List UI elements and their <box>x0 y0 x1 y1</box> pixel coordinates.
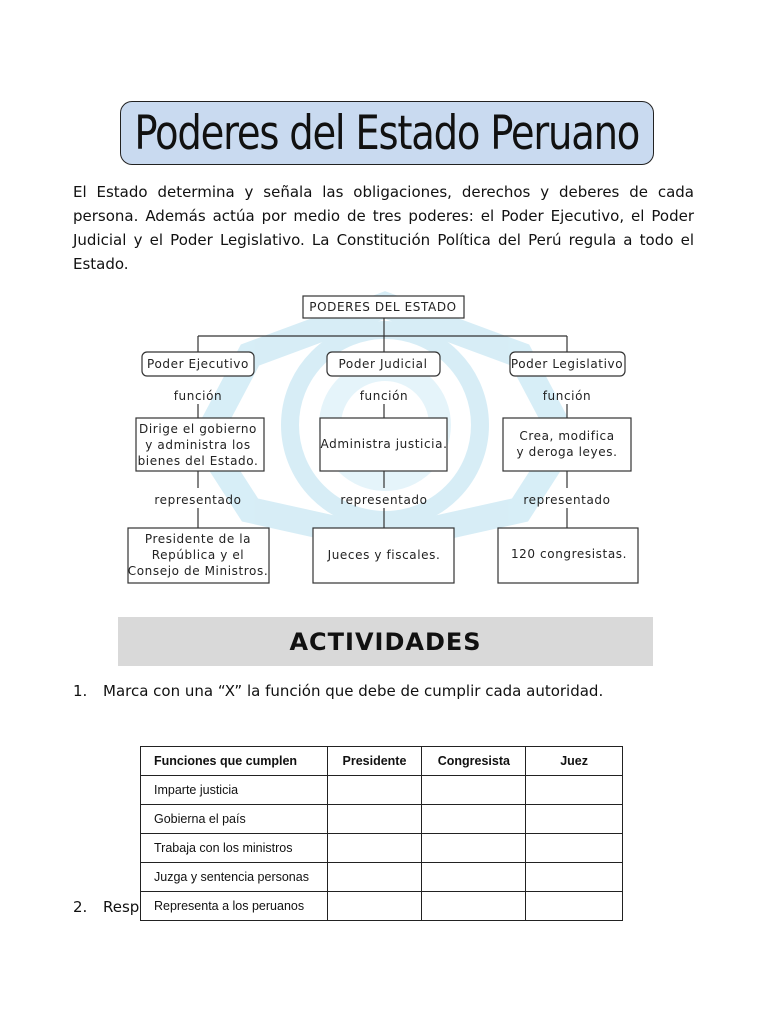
represented-label-legislativo: representado <box>523 493 611 507</box>
represented-label-judicial: representado <box>340 493 428 507</box>
activities-banner <box>118 617 653 666</box>
answer-cell-presidente[interactable] <box>327 892 422 921</box>
row-label: Juzga y sentencia personas <box>141 863 328 892</box>
answer-cell-congresista[interactable] <box>422 892 526 921</box>
table-header-row <box>141 747 623 776</box>
page-title: Poderes del Estado Peruano <box>134 105 640 161</box>
header-juez: Juez <box>526 747 623 776</box>
answer-cell-congresista[interactable] <box>422 776 526 805</box>
represented-text-legislativo: 120 congresistas. <box>510 547 628 561</box>
answer-cell-presidente[interactable] <box>327 776 422 805</box>
row-label: Trabaja con los ministros <box>141 834 328 863</box>
answer-cell-juez[interactable] <box>526 892 623 921</box>
header-functions: Funciones que cumplen <box>141 747 328 776</box>
represented-text-judicial: Jueces y fiscales. <box>327 548 441 562</box>
function-text-ejecutivo-3: bienes del Estado. <box>137 454 259 468</box>
header-presidente: Presidente <box>327 747 422 776</box>
function-label-legislativo: función <box>542 389 592 403</box>
answer-cell-juez[interactable] <box>526 863 623 892</box>
answer-cell-presidente[interactable] <box>327 863 422 892</box>
answer-cell-presidente[interactable] <box>327 834 422 863</box>
answer-cell-juez[interactable] <box>526 805 623 834</box>
function-label-ejecutivo: función <box>173 389 223 403</box>
question-1 <box>73 682 603 700</box>
intro-paragraph: El Estado determina y señala las obligaciones, derechos y deberes de cada persona. Además actúa por medio de tres poderes: el Poder Ejecutivo, el Poder Judicial y el Poder Legislativo. La Constitución Política del Perú regula a todo el Estado. <box>73 183 694 273</box>
function-label-judicial: función <box>359 389 409 403</box>
functions-table <box>140 746 623 921</box>
answer-cell-presidente[interactable] <box>327 805 422 834</box>
function-text-ejecutivo-1: Dirige el gobierno <box>139 422 257 436</box>
table-row <box>141 776 623 805</box>
question-1-text: Marca con una “X” la función que debe de cumplir cada autoridad. <box>103 682 604 700</box>
represented-label-ejecutivo: representado <box>154 493 242 507</box>
function-text-ejecutivo-2: y administra los <box>145 438 251 452</box>
answer-cell-congresista[interactable] <box>422 863 526 892</box>
row-label: Imparte justicia <box>141 776 328 805</box>
answer-cell-congresista[interactable] <box>422 805 526 834</box>
function-text-legislativo-1: Crea, modifica <box>519 429 615 443</box>
table-row <box>141 863 623 892</box>
question-2-text: Resp <box>103 898 140 916</box>
represented-text-ejecutivo-1: Presidente de la <box>144 532 252 546</box>
question-2-number: 2. <box>73 898 88 916</box>
represented-text-ejecutivo-2: República y el <box>151 548 245 562</box>
question-2 <box>73 898 139 916</box>
activities-heading: ACTIVIDADES <box>289 627 482 656</box>
branch-name-legislativo: Poder Legislativo <box>510 357 624 371</box>
function-text-judicial: Administra justicia. <box>320 437 448 451</box>
represented-text-ejecutivo-3: Consejo de Ministros. <box>127 564 269 578</box>
branch-name-ejecutivo: Poder Ejecutivo <box>147 357 249 371</box>
row-label: Representa a los peruanos <box>141 892 328 921</box>
table-row <box>141 805 623 834</box>
branch-name-judicial: Poder Judicial <box>338 357 428 371</box>
question-1-number: 1. <box>73 682 88 700</box>
answer-cell-congresista[interactable] <box>422 834 526 863</box>
row-label: Gobierna el país <box>141 805 328 834</box>
answer-cell-juez[interactable] <box>526 834 623 863</box>
function-text-legislativo-2: y deroga leyes. <box>516 445 618 459</box>
table-row <box>141 892 623 921</box>
table-row <box>141 834 623 863</box>
header-congresista: Congresista <box>422 747 526 776</box>
root-label: PODERES DEL ESTADO <box>309 300 457 314</box>
answer-cell-juez[interactable] <box>526 776 623 805</box>
